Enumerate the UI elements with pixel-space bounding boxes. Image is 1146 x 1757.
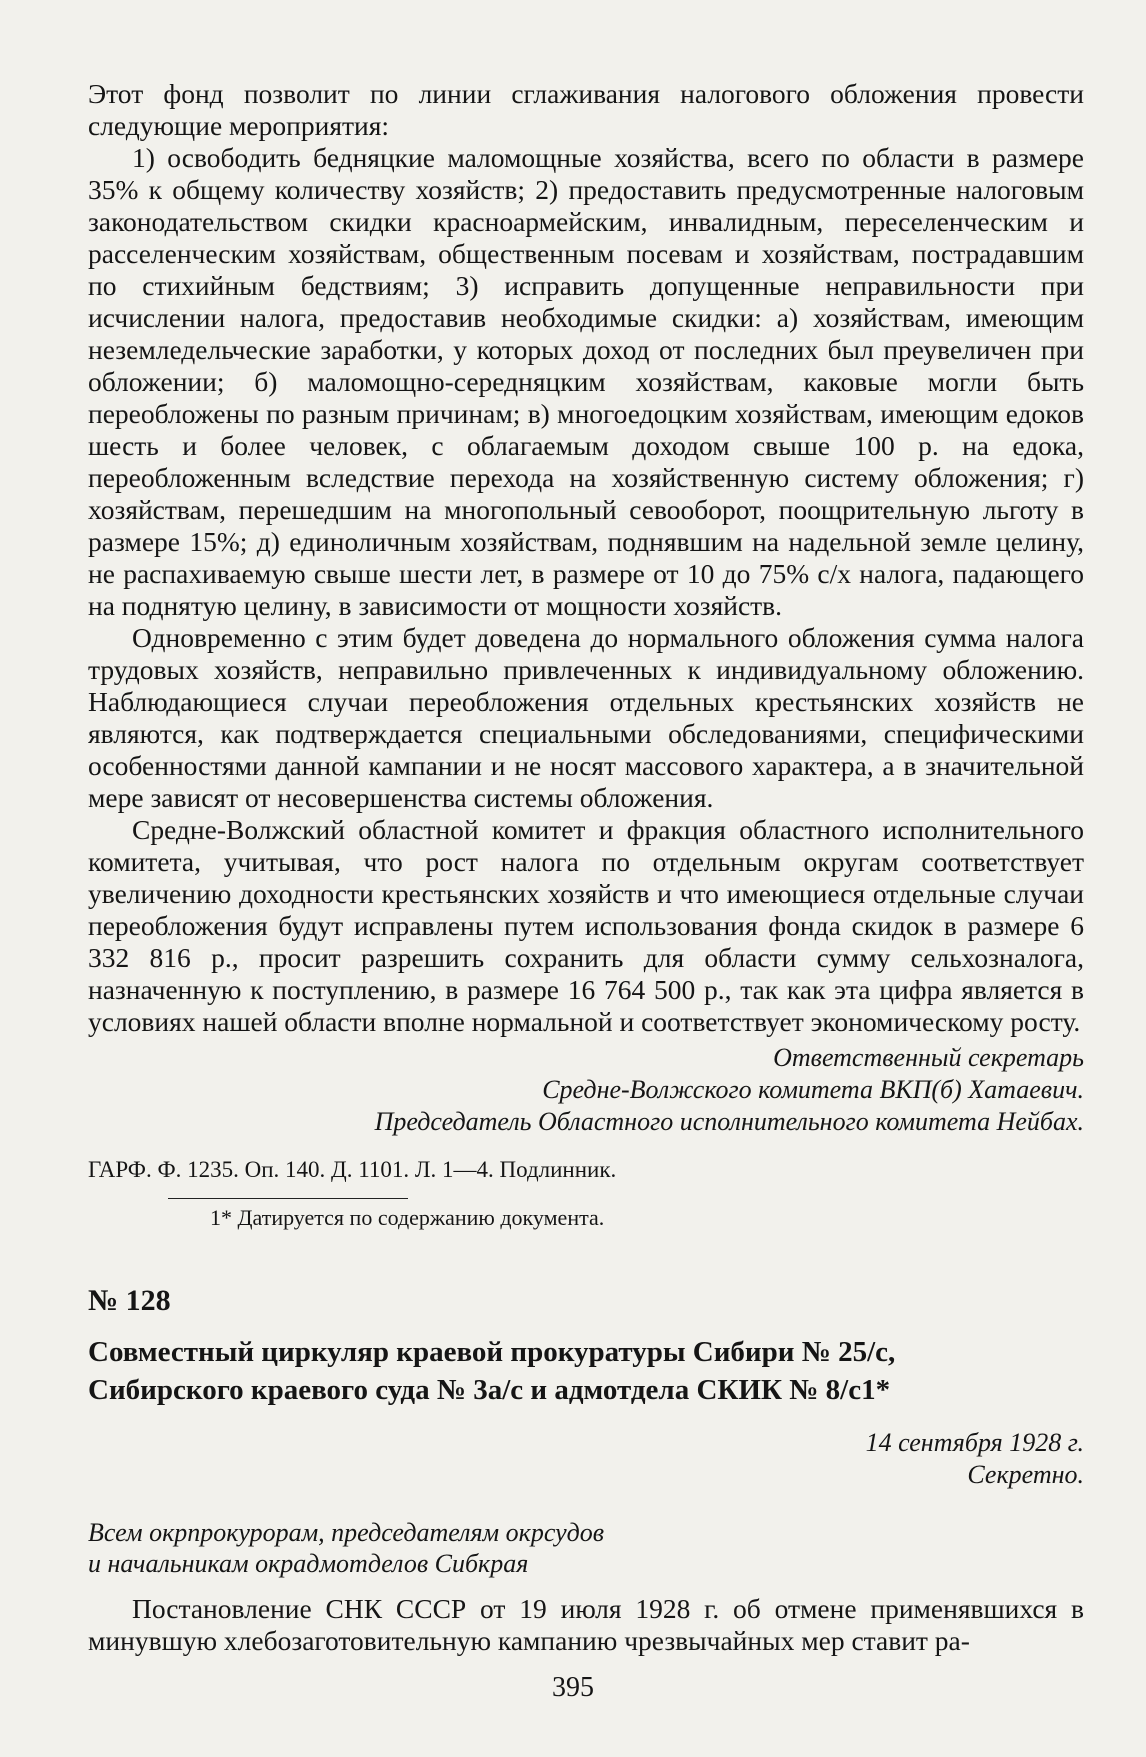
footnote-divider [168, 1198, 408, 1199]
document-title-line: Совместный циркуляр краевой прокуратуры Сибири № 25/с, [88, 1336, 896, 1368]
signature-line: Ответственный секретарь [773, 1043, 1084, 1072]
paragraph-request: Средне-Волжский областной комитет и фракция областного исполнительного комитета, учитывая, что рост налога по отдельным округам соответствует увеличению доходности крестьянских хозяйств и что имеющиеся отдельные случаи переобложения будут исправлены путем использования фонда скидок в размере 6 332 816 р., просит разрешить сохранить для области сумму сельхозналога, назначенную к поступлению, в размере 16 764 500 р., так как эта цифра является в условиях нашей области вполне нормальной и соответствует экономическому росту. [88, 814, 1084, 1037]
paragraph-overtaxation: Одновременно с этим будет доведена до нормального обложения сумма налога трудовых хозяйств, неправильно привлеченных к индивидуальному обложению. Наблюдающиеся случаи переобложения отдельных крестьянских хозяйств не являются, как подтверждается специальными обследованиями, специфическими особенностями данной кампании и не носят массового характера, а в значительной мере зависят от несовершенства системы обложения. [88, 622, 1084, 813]
addressee [88, 1517, 1084, 1579]
paragraph-circular-opening: Постановление СНК СССР от 19 июля 1928 г. об отмене применявшихся в минувшую хлебозаготовительную кампанию чрезвычайных мер ставит ра- [88, 1593, 1084, 1656]
page-number: 395 [552, 1672, 594, 1703]
paragraph-measures: 1) освободить бедняцкие маломощные хозяйства, всего по области в размере 35% к общему количеству хозяйств; 2) предоставить предусмотренные налоговым законодательством скидки красноармейским, инвалидным, переселенческим и расселенческим хозяйствам, общественным посевам и хозяйствам, пострадавшим по стихийным бедствиям; 3) исправить допущенные неправильности при исчислении налога, предоставив необходимые скидки: а) хозяйствам, имеющим неземледельческие заработки, у которых доход от последних был преувеличен при обложении; б) маломощно-середняцким хозяйствам, каковые могли быть переобложены по разным причинам; в) многоедоцким хозяйствам, имеющим едоков шесть и более человек, с облагаемым доходом свыше 100 р. на едока, переобложенным вследствие перехода на хозяйственную систему обложения; г) хозяйствам, перешедшим на многопольный севооборот, поощрительную льготу в размере 15%; д) единоличным хозяйствам, поднявшим на надельной земле целину, не распахиваемую свыше шести лет, в размере от 10 до 75% с/х налога, падающего на поднятую целину, в зависимости от мощности хозяйств. [88, 142, 1084, 621]
classification-mark: Секретно. [967, 1460, 1084, 1489]
addressee-line: Всем окрпрокурорам, председателям окрсудов [88, 1518, 605, 1547]
archive-source: ГАРФ. Ф. 1235. Оп. 140. Д. 1101. Л. 1—4. Подлинник. [88, 1157, 617, 1182]
addressee-line: и начальникам окрадмотделов Сибкрая [88, 1549, 529, 1578]
paragraph-intro: Этот фонд позволит по линии сглаживания налогового обложения провести следующие мероприятия: [88, 78, 1084, 141]
signature-block [88, 1042, 1084, 1138]
signature-line: Председатель Областного исполнительного комитета Нейбах. [374, 1107, 1084, 1136]
signature-line: Средне-Волжского комитета ВКП(б) Хатаевич. [542, 1075, 1084, 1104]
document-title [88, 1333, 1084, 1409]
footnote: 1* Датируется по содержанию документа. [210, 1205, 605, 1230]
date-block [88, 1427, 1084, 1491]
document-date: 14 сентября 1928 г. [865, 1428, 1084, 1457]
document-title-line: Сибирского краевого суда № 3а/с и адмотдела СКИК № 8/с1* [88, 1374, 891, 1406]
document-number: № 128 [88, 1284, 171, 1317]
